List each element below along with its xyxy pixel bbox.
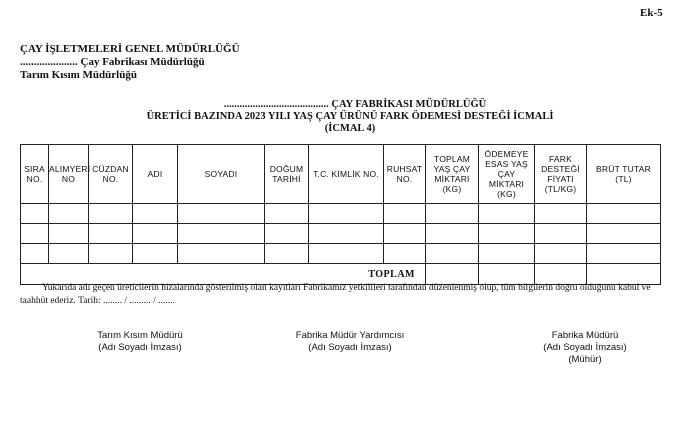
table-row [21, 244, 661, 264]
table-row [21, 204, 661, 224]
header-directorate: ÇAY İŞLETMELERİ GENEL MÜDÜRLÜĞÜ [20, 43, 240, 55]
col-ruhsat-no: RUHSAT NO. [384, 145, 426, 204]
signature-title: Fabrika Müdür Yardımcısı [295, 330, 405, 341]
col-dogum-tarihi: DOĞUM TARİHİ [265, 145, 309, 204]
annex-label: Ek-5 [640, 7, 663, 19]
col-adi: ADI [133, 145, 178, 204]
col-cuzdan-no: CÜZDAN NO. [89, 145, 133, 204]
summary-table [20, 144, 661, 285]
col-toplam-yas-cay: TOPLAM YAŞ ÇAY MİKTARI (KG) [426, 145, 479, 204]
signature-block-deputy-manager [270, 330, 430, 354]
seal-caption: (Mühür) [568, 354, 602, 365]
signature-block-factory-manager [515, 330, 655, 366]
signature-caption: (Adı Soyadı İmzası) [98, 342, 182, 353]
signature-title: Tarım Kısım Müdürü [97, 330, 183, 341]
signature-block-agriculture-manager [70, 330, 210, 354]
document-title [0, 99, 700, 135]
table-header-row [21, 145, 661, 204]
total-label: TOPLAM [21, 264, 426, 285]
signature-caption: (Adı Soyadı İmzası) [543, 342, 627, 353]
signature-caption: (Adı Soyadı İmzası) [308, 342, 392, 353]
col-fark-destegi-fiyati: FARK DESTEĞİ FİYATI (TL/KG) [535, 145, 587, 204]
col-soyadi: SOYADI [178, 145, 265, 204]
document-header [20, 43, 240, 82]
title-main: ÜRETİCİ BAZINDA 2023 YILI YAŞ ÇAY ÜRÜNÜ FARK ÖDEMESİ DESTEĞİ İCMALİ [146, 111, 554, 122]
header-factory: ..................... Çay Fabrikası Müdürlüğü [20, 56, 205, 68]
declaration-text: Yukarıda adı geçen üreticilerin hizalarında gösterilmiş olan kayıtları Fabrikamız yetkilileri tarafından düzenlenmiş olup, tüm bilgilerin doğru olduğunu kabul ve taahhüt ederiz. Tarih: ........ / ......... / ....... [20, 283, 651, 306]
signature-title: Fabrika Müdürü [551, 330, 619, 341]
col-odemeye-esas-yas-cay: ÖDEMEYE ESAS YAŞ ÇAY MİKTARI (KG) [479, 145, 535, 204]
col-sira-no: SIRA NO. [21, 145, 49, 204]
table-row [21, 224, 661, 244]
col-tc-kimlik-no: T.C. KİMLİK NO. [309, 145, 384, 204]
title-summary-code: (İCMAL 4) [324, 123, 376, 134]
title-factory: ........................................ ÇAY FABRİKASI MÜDÜRLÜĞÜ [223, 99, 487, 110]
col-brut-tutar: BRÜT TUTAR (TL) [587, 145, 661, 204]
col-alimyeri-no: ALIMYERİ NO [49, 145, 89, 204]
header-department: Tarım Kısım Müdürlüğü [20, 69, 137, 81]
